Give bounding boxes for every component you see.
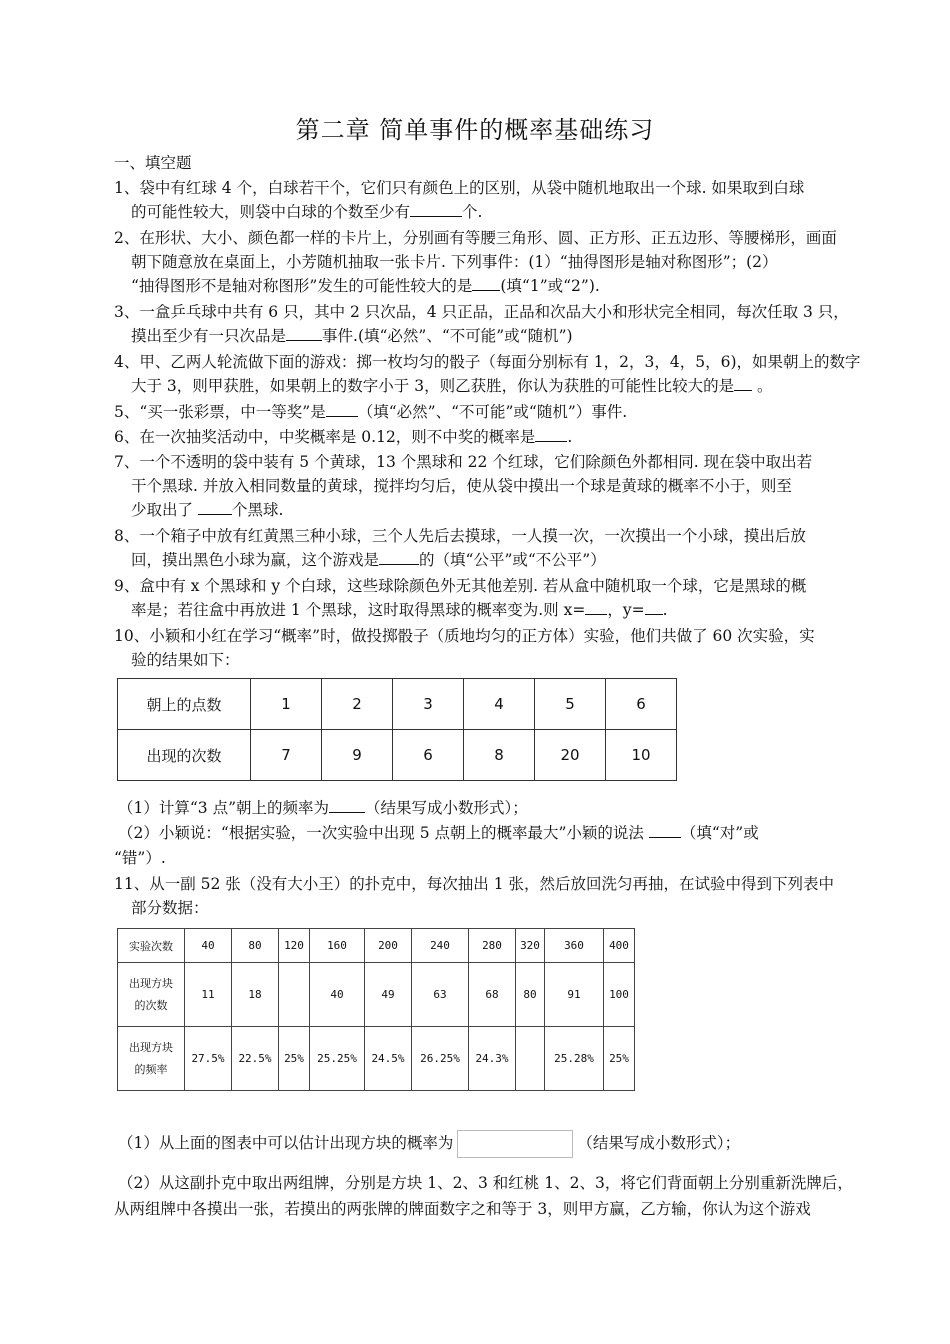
question-3-text-end: 事件.(填“必然”、“不可能”或“随机”) (322, 327, 573, 345)
question-6-text: 6、在一次抽奖活动中，中奖概率是 0.12，则不中奖的概率是 (114, 428, 536, 446)
question-7-line-1: 7、一个不透明的袋中装有 5 个黄球，13 个黑球和 22 个红球，它们除颜色外都相同. 现在袋中取出若 (114, 453, 813, 471)
table-cell: 20 (535, 730, 606, 781)
table-cell: 80 (516, 963, 545, 1027)
answer-blank (734, 376, 752, 391)
question-8-line-2 (131, 549, 606, 571)
table-cell: 6 (393, 730, 464, 781)
table-cell: 320 (516, 929, 545, 963)
header-text: 的次数 (134, 998, 168, 1012)
question-3-line-1: 3、一盒乒乓球中共有 6 只，其中 2 只次品，4 只正品，正品和次品大小和形状完全相同，每次任取 3 只， (114, 303, 849, 321)
table-cell: 27.5% (185, 1027, 232, 1091)
answer-blank (410, 202, 462, 217)
table-cell: 24.3% (469, 1027, 516, 1091)
question-1-text-end: 个. (462, 203, 483, 221)
table-cell (279, 963, 310, 1027)
question-9-line-2 (131, 599, 668, 621)
question-11-line-2: 部分数据： (131, 899, 209, 917)
answer-box (457, 1130, 573, 1158)
answer-blank (326, 402, 358, 417)
question-2-text-end: (填“1”或“2”). (500, 277, 600, 295)
table-cell: 120 (279, 929, 310, 963)
sub-question-text-end: （结果写成小数形式）； (577, 1134, 741, 1152)
table-cell: 91 (545, 963, 604, 1027)
section-heading: 一、填空题 (114, 154, 192, 172)
table-cell: 240 (412, 929, 469, 963)
question-7-line-2: 干个黑球. 并放入相同数量的黄球，搅拌均匀后，使从袋中摸出一个球是黄球的概率不小于，则至 (131, 477, 792, 495)
table-cell: 24.5% (365, 1027, 412, 1091)
table-cell: 2 (322, 679, 393, 730)
table-cell: 22.5% (232, 1027, 279, 1091)
table-cell: 80 (232, 929, 279, 963)
dice-results-table (117, 678, 677, 781)
table-cell: 100 (604, 963, 635, 1027)
question-5-line-1 (114, 401, 627, 423)
question-1-line-2 (131, 201, 482, 223)
table-row (118, 963, 635, 1027)
sub-question-text-end: （填“对”或 (680, 824, 759, 842)
table-cell: 25.28% (545, 1027, 604, 1091)
table-cell: 26.25% (412, 1027, 469, 1091)
question-7-text-end: 个黑球. (231, 501, 284, 519)
question-10-line-2: 验的结果如下： (131, 651, 240, 669)
table-cell: 4 (464, 679, 535, 730)
answer-blank (329, 798, 365, 813)
table-cell: 3 (393, 679, 464, 730)
header-text: 的频率 (134, 1062, 168, 1076)
table-cell: 11 (185, 963, 232, 1027)
table-cell (516, 1027, 545, 1091)
answer-blank (379, 550, 419, 565)
question-2-line-1: 2、在形状、大小、颜色都一样的卡片上，分别画有等腰三角形、圆、正方形、正五边形、等腰梯形，画面 (114, 229, 837, 247)
card-results-table (117, 928, 635, 1091)
table-row (118, 1027, 635, 1091)
question-6-text-end: . (567, 428, 573, 446)
question-1-line-1: 1、袋中有红球 4 个，白球若干个，它们只有颜色上的区别，从袋中随机地取出一个球. 如果取到白球 (114, 179, 805, 197)
table-cell: 25% (279, 1027, 310, 1091)
table-cell: 8 (464, 730, 535, 781)
sub-question-text: （1）计算“3 点”朝上的频率为 (118, 799, 329, 817)
question-2-line-3 (131, 275, 600, 297)
question-7-text: 少取出了 (131, 501, 198, 519)
question-8-text-end: 的（填“公平”或“不公平”） (419, 551, 606, 569)
table-cell: 10 (606, 730, 677, 781)
question-9-text-end: . (662, 601, 668, 619)
header-text: 出现方块 (129, 976, 173, 990)
question-10-sub-1 (118, 797, 528, 819)
question-1-text: 的可能性较大，则袋中白球的个数至少有 (131, 203, 411, 221)
table-row (118, 929, 635, 963)
answer-blank (472, 276, 500, 291)
question-10-sub-2-cont: “错”）. (114, 849, 166, 867)
question-4-text-end: 。 (752, 377, 773, 395)
answer-blank-y (645, 600, 663, 615)
page-title: 第二章 简单事件的概率基础练习 (295, 116, 655, 144)
answer-blank (649, 823, 681, 838)
question-9-line-1: 9、盒中有 x 个黑球和 y 个白球，这些球除颜色外无其他差别. 若从盒中随机取一个球，它是黑球的概 (114, 577, 807, 595)
table-cell: 18 (232, 963, 279, 1027)
table-cell: 6 (606, 679, 677, 730)
answer-blank (286, 326, 322, 341)
table-cell: 400 (604, 929, 635, 963)
question-6-line-1 (114, 426, 572, 448)
answer-blank (535, 427, 567, 442)
question-4-line-2 (131, 375, 773, 397)
table-cell: 360 (545, 929, 604, 963)
table-cell: 49 (365, 963, 412, 1027)
answer-blank (198, 500, 232, 515)
table-header-cell (118, 1027, 185, 1091)
table-header-cell: 朝上的点数 (118, 679, 251, 730)
header-text: 出现方块 (129, 1040, 173, 1054)
question-2-text: “抽得图形不是轴对称图形”发生的可能性较大的是 (131, 277, 473, 295)
sub-question-text: （1）从上面的图表中可以估计出现方块的概率为 (118, 1134, 454, 1152)
table-cell: 7 (251, 730, 322, 781)
question-4-line-1: 4、甲、乙两人轮流做下面的游戏：掷一枚均匀的骰子（每面分别标有 1，2，3，4，5，6)，如果朝上的数字 (114, 353, 861, 371)
table-cell: 40 (310, 963, 365, 1027)
table-row (118, 730, 677, 781)
question-4-text: 大于 3，则甲获胜，如果朝上的数字小于 3，则乙获胜，你认为获胜的可能性比较大的是 (131, 377, 735, 395)
question-11-line-1: 11、从一副 52 张（没有大小王）的扑克中，每次抽出 1 张，然后放回洗匀再抽，在试验中得到下列表中 (114, 875, 835, 893)
table-cell: 160 (310, 929, 365, 963)
question-9-text: 率是；若往盒中再放进 1 个黑球，这时取得黑球的概率变为.则 x= (131, 601, 586, 619)
question-7-line-3 (131, 499, 283, 521)
sub-question-text-end: （结果写成小数形式）； (365, 799, 528, 817)
question-11-sub-1 (118, 1128, 740, 1158)
table-cell: 63 (412, 963, 469, 1027)
table-cell: 40 (185, 929, 232, 963)
table-row (118, 679, 677, 730)
answer-blank-x (585, 600, 607, 615)
question-11-sub-2-line-2: 从两组牌中各摸出一张，若摸出的两张牌的牌面数字之和等于 3，则甲方赢，乙方输，你认为这个游戏 (114, 1200, 811, 1218)
table-cell: 1 (251, 679, 322, 730)
question-9-text-y: ，y= (607, 601, 645, 619)
question-11-sub-2-line-1: （2）从这副扑克中取出两组牌，分别是方块 1、2、3 和红桃 1、2、3，将它们背面朝上分别重新洗牌后， (118, 1174, 853, 1192)
table-cell: 25.25% (310, 1027, 365, 1091)
sub-question-text: （2）小颖说：“根据实验，一次实验中出现 5 点朝上的概率最大”小颖的说法 (118, 824, 649, 842)
question-3-text: 摸出至少有一只次品是 (131, 327, 287, 345)
question-5-text-end: （填“必然”、“不可能”或“随机”）事件. (357, 403, 628, 421)
table-header-cell: 实验次数 (118, 929, 185, 963)
table-cell: 25% (604, 1027, 635, 1091)
question-10-sub-2 (118, 822, 759, 844)
question-10-line-1: 10、小颖和小红在学习“概率”时，做投掷骰子（质地均匀的正方体）实验，他们共做了 60 次实验，实 (114, 627, 815, 645)
table-cell: 68 (469, 963, 516, 1027)
question-8-text: 回，摸出黑色小球为赢，这个游戏是 (131, 551, 380, 569)
table-header-cell: 出现的次数 (118, 730, 251, 781)
question-5-text: 5、“买一张彩票，中一等奖”是 (114, 403, 326, 421)
table-cell: 5 (535, 679, 606, 730)
table-cell: 9 (322, 730, 393, 781)
table-cell: 200 (365, 929, 412, 963)
question-8-line-1: 8、一个箱子中放有红黄黑三种小球，三个人先后去摸球，一人摸一次，一次摸出一个小球，摸出后放 (114, 527, 806, 545)
table-cell: 280 (469, 929, 516, 963)
question-3-line-2 (131, 325, 573, 347)
table-header-cell (118, 963, 185, 1027)
question-2-line-2: 朝下随意放在桌面上，小芳随机抽取一张卡片. 下列事件：(1）“抽得图形是轴对称图形”；(2） (131, 253, 778, 271)
